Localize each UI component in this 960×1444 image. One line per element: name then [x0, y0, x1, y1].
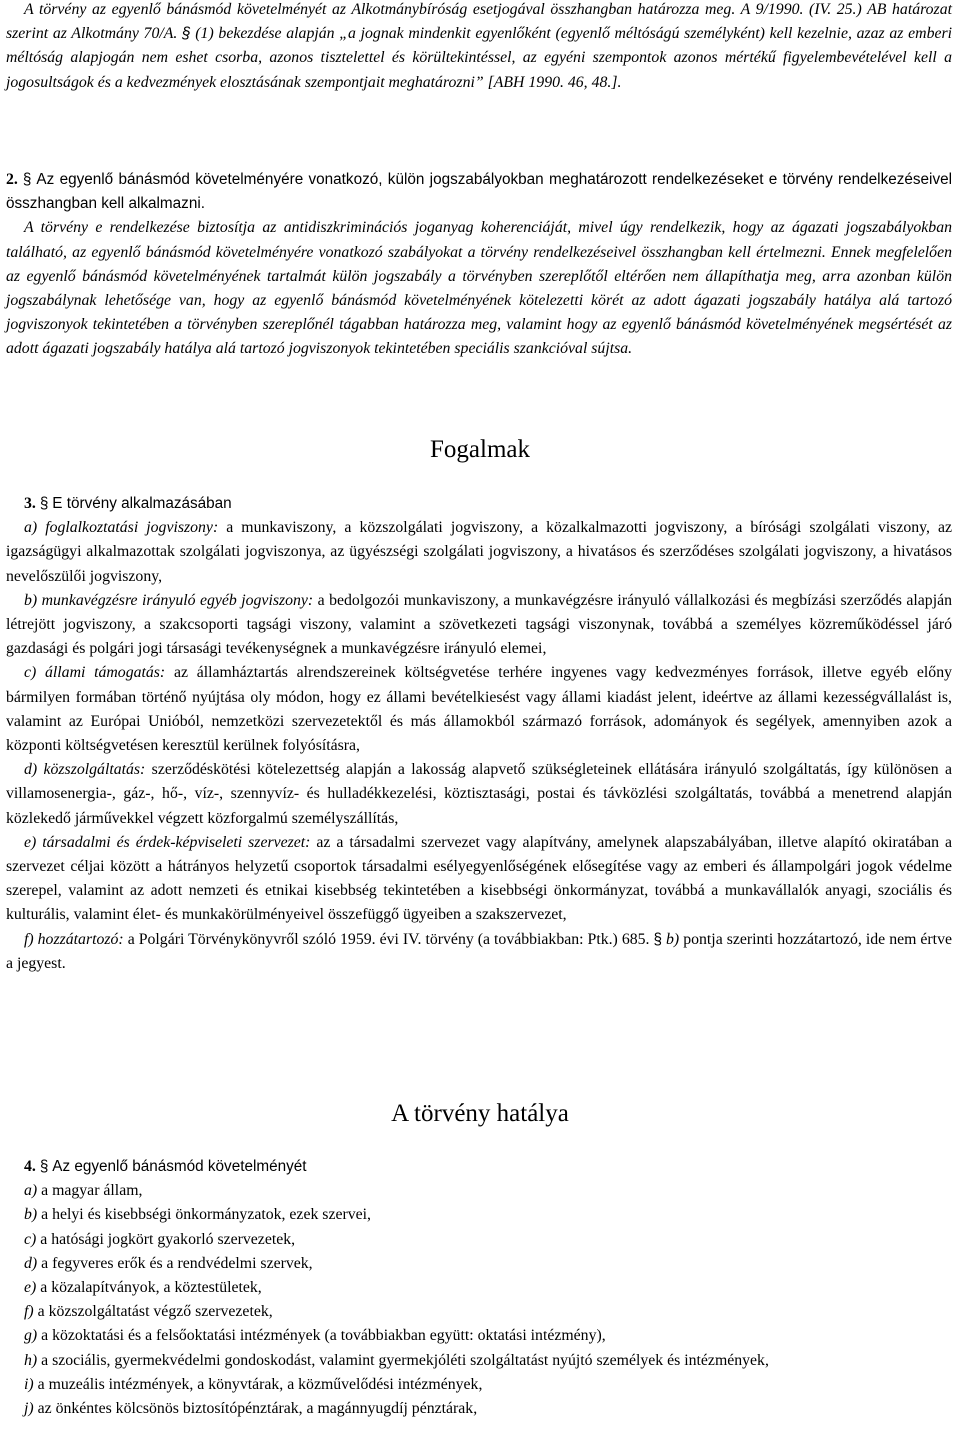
item-text: a fegyveres erők és a rendvédelmi szervek, [41, 1254, 313, 1272]
scope-item [6, 1300, 952, 1324]
item-text: a közoktatási és a felsőoktatási intézmények (a továbbiakban együtt: oktatási intézmény), [41, 1327, 606, 1345]
definition-text-tail: pontja szerinti hozzátartozó, ide nem értve a jegyest. [6, 930, 952, 972]
item-letter: h) [24, 1351, 38, 1369]
scope-item [6, 1228, 952, 1252]
item-letter: f) [24, 1303, 34, 1321]
item-letter: b) [24, 1206, 38, 1224]
definition-text: a Polgári Törvénykönyvről szóló 1959. évi IV. törvény (a továbbiakban: Ptk.) 685. [127, 930, 650, 948]
definition-term: d) közszolgáltatás: [24, 761, 146, 779]
intro-quote: (1) bekezdése alapján „a jognak mindenkit egyenlőként (egyenlő méltóságú személyként) kell kezelnie, azaz az emberi méltóság alapjogán nem eshet csorba, azonos tisztelettel és körültekintéssel, az egyéni szempontok azonos mértékű figyelembevételével kell a jogosultságok és a kedvezmények elosztásának szempontjait meghatározni” [ABH 1990. 46, 48.]. [6, 25, 953, 91]
section-number: 4. [24, 1158, 36, 1175]
scope-item [6, 1397, 952, 1421]
definition-term: a) foglalkoztatási jogviszony: [24, 519, 219, 537]
definition-item [6, 516, 952, 589]
section-2-commentary: A törvény e rendelkezése biztosítja az antidiszkriminációs joganyag koherenciáját, mivel úgy rendelkezik, hogy az ágazati jogszabályokban található, az egyenlő bánásmód követelményére vonatkozó szabályokat a törvény rendelkezéseivel összhangban kell értelmezni. Ennek megfelelően az egyenlő bánásmód követelményének tartalmát külön jogszabály a törvényben szereplőtől eltérően nem állapíthatja meg, arra azonban külön jogszabálynak lehetősége van, hogy az egyenlő bánásmód követelményének kötelezetti körét az adott ágazati jogszabály hatálya alá tartozó jogviszonyok tekintetében a törvényben szereplőnél tágabban határozza meg, valamint hogy az egyenlő bánásmód követelményének megsértését az adott ágazati jogszabály hatálya alá tartozó jogviszonyok tekintetében speciális szankcióval sújtsa. [6, 219, 952, 358]
point-reference: b) [666, 930, 680, 948]
definition-term: f) hozzátartozó: [24, 930, 124, 948]
section-sign: § [182, 25, 191, 43]
definition-item [6, 928, 952, 976]
intro-text-1: A törvény az egyenlő bánásmód követelményét az Alkotmánybíróság esetjogával összhangban határozza meg. [24, 1, 736, 18]
scope-item [6, 1276, 952, 1300]
intro-paragraph [6, 0, 952, 95]
section-2-text: Az egyenlő bánásmód követelményére vonatkozó, külön jogszabályokban meghatározott rendelkezéseket e törvény rendelkezéseivel összhangban kell alkalmazni. [6, 171, 952, 213]
item-letter: c) [24, 1230, 37, 1248]
heading-torveny-hatalya: A törvény hatálya [391, 1100, 569, 1127]
section-3-lead [6, 492, 952, 516]
definition-item [6, 661, 952, 758]
item-text: a muzeális intézmények, a könyvtárak, a közművelődési intézmények, [37, 1375, 483, 1393]
definition-item [6, 758, 952, 831]
intro-commentary [6, 0, 952, 95]
item-letter: d) [24, 1254, 38, 1272]
item-letter: a) [24, 1182, 38, 1200]
section-2 [6, 168, 952, 362]
item-text: az önkéntes kölcsönös biztosítópénztárak, a magánnyugdíj pénztárak, [37, 1400, 478, 1418]
section-sign: § [22, 171, 32, 188]
item-text: a helyi és kisebbségi önkormányzatok, ezek szervei, [41, 1206, 371, 1224]
definition-text: szerződéskötési kötelezettség alapján a lakosság alapvető szükségleteinek ellátására irányuló szolgáltatás, így különösen a villamosenergia-, gáz-, hő-, víz-, szennyvíz- és hulladékkezelési, köztisztasági, postai és távközlési szolgáltatás, továbbá a menetrend alapján közlekedő járművekkel végzett közforgalmú személyszállítás, [6, 761, 952, 827]
section-4-lead [6, 1155, 952, 1179]
item-text: a hatósági jogkört gyakorló szervezetek, [40, 1230, 296, 1248]
definition-item [6, 831, 952, 928]
definition-text: a bedolgozói munkaviszony, a munkavégzésre irányuló vállalkozási és megbízási szerződés alapján létrejött jogviszony, a szakcsoporti tagsági viszony, valamint a szövetkezeti tagsági viszonynak, továbbá a személyes közreműködéssel járó gazdasági és polgári jogi társasági tevékenységnek a munkavégzésre irányuló elemei, [6, 591, 952, 658]
item-letter: i) [24, 1375, 34, 1393]
definition-text: az a társadalmi szervezet vagy alapítvány, amelynek alapszabályában, illetve alapító okiratában a szervezet céljai között a hátrányos helyzetű csoportok társadalmi esélyegyenlőségének elősegítése vagy az emberi és állampolgári jogok védelme szerepel, valamint az adott nemzeti és etnikai kisebbség tekintetében a kisebbségi önkormányzat, továbbá a munkavállalók anyagi, szociális és kulturális, valamint élet- és munkakörülményeivel összefüggő ügyeiben a szakszervezet, [6, 833, 953, 924]
scope-item [6, 1349, 952, 1373]
section-4 [6, 1155, 952, 1421]
definition-term: c) állami támogatás: [24, 664, 166, 682]
section-3 [6, 492, 952, 976]
definition-term: e) társadalmi és érdek-képviseleti szervezet: [24, 833, 311, 851]
section-4-lead-text: Az egyenlő bánásmód követelményét [52, 1158, 307, 1175]
intro-reference: A 9/1990. (IV. 25.) AB határozat szerint az Alkotmány 70/A. [6, 1, 952, 43]
definition-item [6, 589, 952, 662]
definition-text: a munkaviszony, a közszolgálati jogviszony, a közalkalmazotti jogviszony, a bírósági szolgálati viszony, az igazságügyi alkalmazottak szolgálati jogviszonya, az ügyészségi szolgálati jogviszony, a hivatásos és szerződéses szolgálati jogviszony, a hivatásos nevelőszülői jogviszony, [6, 519, 953, 585]
scope-item [6, 1373, 952, 1397]
section-number: 2. [6, 171, 18, 188]
item-text: a közalapítványok, a köztestületek, [40, 1279, 262, 1297]
section-sign: § [39, 1158, 49, 1175]
definition-text: az államháztartás alrendszereinek költségvetése terhére ingyenes vagy kedvezményes források, illetve egyéb előny bármilyen formában történő nyújtása oly módon, hogy ez állami bevételkiesést vagy állami kiadást jelent, ideértve az állami kezességvállalást is, valamint az Európai Unióból, nemzetközi szervezetektől és más államokból származó források, adományok és segélyek, amennyiben azok a központi költségvetésen keresztül kerülnek folyósításra, [6, 664, 952, 755]
item-text: a magyar állam, [41, 1182, 143, 1200]
section-sign: § [653, 930, 663, 948]
section-sign: § [39, 495, 49, 512]
section-number: 3. [24, 495, 36, 512]
item-letter: j) [24, 1400, 34, 1418]
section-3-lead-text: E törvény alkalmazásában [52, 495, 232, 512]
item-letter: g) [24, 1327, 38, 1345]
heading-fogalmak: Fogalmak [430, 436, 530, 463]
scope-item [6, 1252, 952, 1276]
definition-term: b) munkavégzésre irányuló egyéb jogviszony: [24, 591, 314, 609]
scope-item [6, 1179, 952, 1203]
scope-item [6, 1324, 952, 1348]
item-text: a közszolgáltatást végző szervezetek, [37, 1303, 273, 1321]
item-letter: e) [24, 1279, 37, 1297]
section-2-provision [6, 168, 952, 216]
scope-item [6, 1203, 952, 1227]
item-text: a szociális, gyermekvédelmi gondoskodást, valamint gyermekjóléti szolgáltatást nyújtó személyek és intézmények, [41, 1351, 769, 1369]
